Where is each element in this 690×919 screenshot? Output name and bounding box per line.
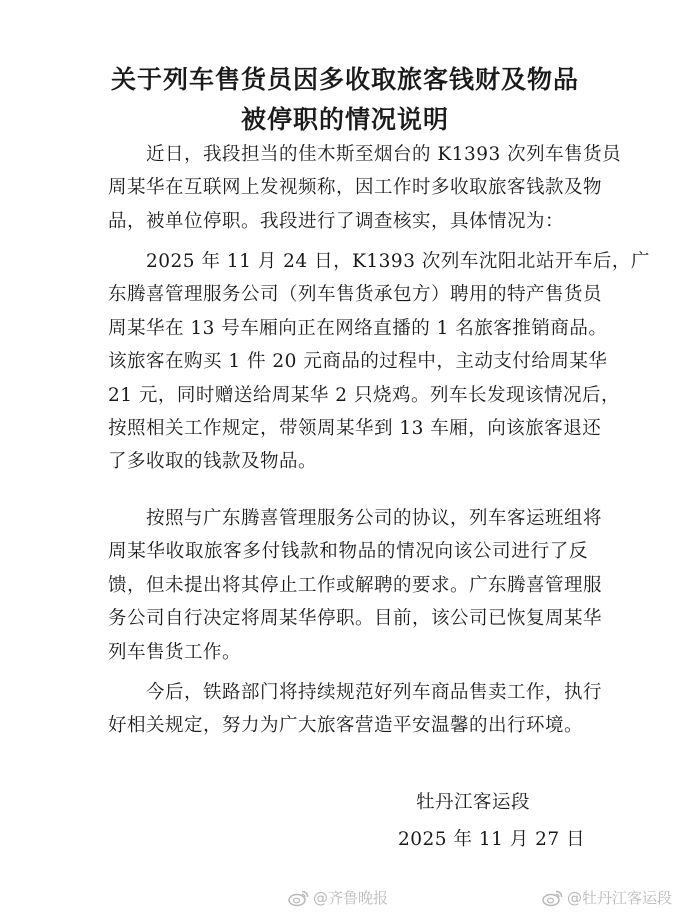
paragraph-line: 周某华收取旅客多付钱款和物品的情况向该公司进行了反	[108, 541, 588, 563]
paragraph-line: 好相关规定，努力为广大旅客营造平安温馨的出行环境。	[108, 715, 584, 737]
paragraph-line: 该旅客在购买 1 件 20 元商品的过程中，主动支付给周某华	[108, 351, 608, 373]
signature-organization: 牡丹江客运段	[416, 792, 531, 813]
document-title-line-2: 被停职的情况说明	[240, 105, 449, 134]
paragraph-line: 品，被单位停职。我段进行了调查核实，具体情况为：	[108, 210, 565, 232]
watermark-text: @齐鲁晚报	[313, 889, 389, 907]
paragraph-line: 了多收取的钱款及物品。	[108, 451, 318, 473]
paragraph-2	[108, 245, 650, 479]
paragraph-line: 列车售货工作。	[108, 641, 242, 663]
paragraph-line: 馈，但未提出将其停止工作或解聘的要求。广东腾喜管理服	[108, 574, 603, 596]
weibo-icon	[288, 889, 310, 907]
paragraph-line: 东腾喜管理服务公司（列车售货承包方）聘用的特产售货员	[108, 284, 603, 306]
weibo-icon	[542, 889, 564, 907]
watermark-mudanjiang	[542, 887, 672, 908]
paragraph-line: 今后，铁路部门将持续规范好列车商品售卖工作，执行	[146, 682, 603, 703]
paragraph-line: 周某华在互联网上发视频称，因工作时多收取旅客钱款及物	[108, 177, 603, 199]
paragraph-line: 务公司自行决定将周某华停职。目前，该公司已恢复周某华	[108, 608, 603, 630]
paragraph-3	[108, 502, 603, 669]
watermark-qilu	[288, 887, 388, 908]
paragraph-4	[108, 676, 603, 743]
paragraph-line: 2025 年 11 月 24 日，K1393 次列车沈阳北站开车后，广	[146, 251, 650, 272]
paragraph-line: 周某华在 13 号车厢向正在网络直播的 1 名旅客推销商品。	[108, 317, 608, 339]
document-title-line-1: 关于列车售货员因多收取旅客钱财及物品	[110, 65, 579, 94]
signature-date: 2025 年 11 月 27 日	[398, 829, 586, 850]
paragraph-1	[108, 138, 622, 238]
paragraph-line: 近日，我段担当的佳木斯至烟台的 K1393 次列车售货员	[146, 144, 622, 165]
paragraph-line: 按照相关工作规定，带领周某华到 13 车厢，向该旅客退还	[108, 417, 602, 439]
paragraph-line: 21 元，同时赠送给周某华 2 只烧鸡。列车长发现该情况后，	[108, 384, 620, 406]
watermark-text: @牡丹江客运段	[567, 889, 673, 907]
paragraph-line: 按照与广东腾喜管理服务公司的协议，列车客运班组将	[146, 508, 603, 529]
